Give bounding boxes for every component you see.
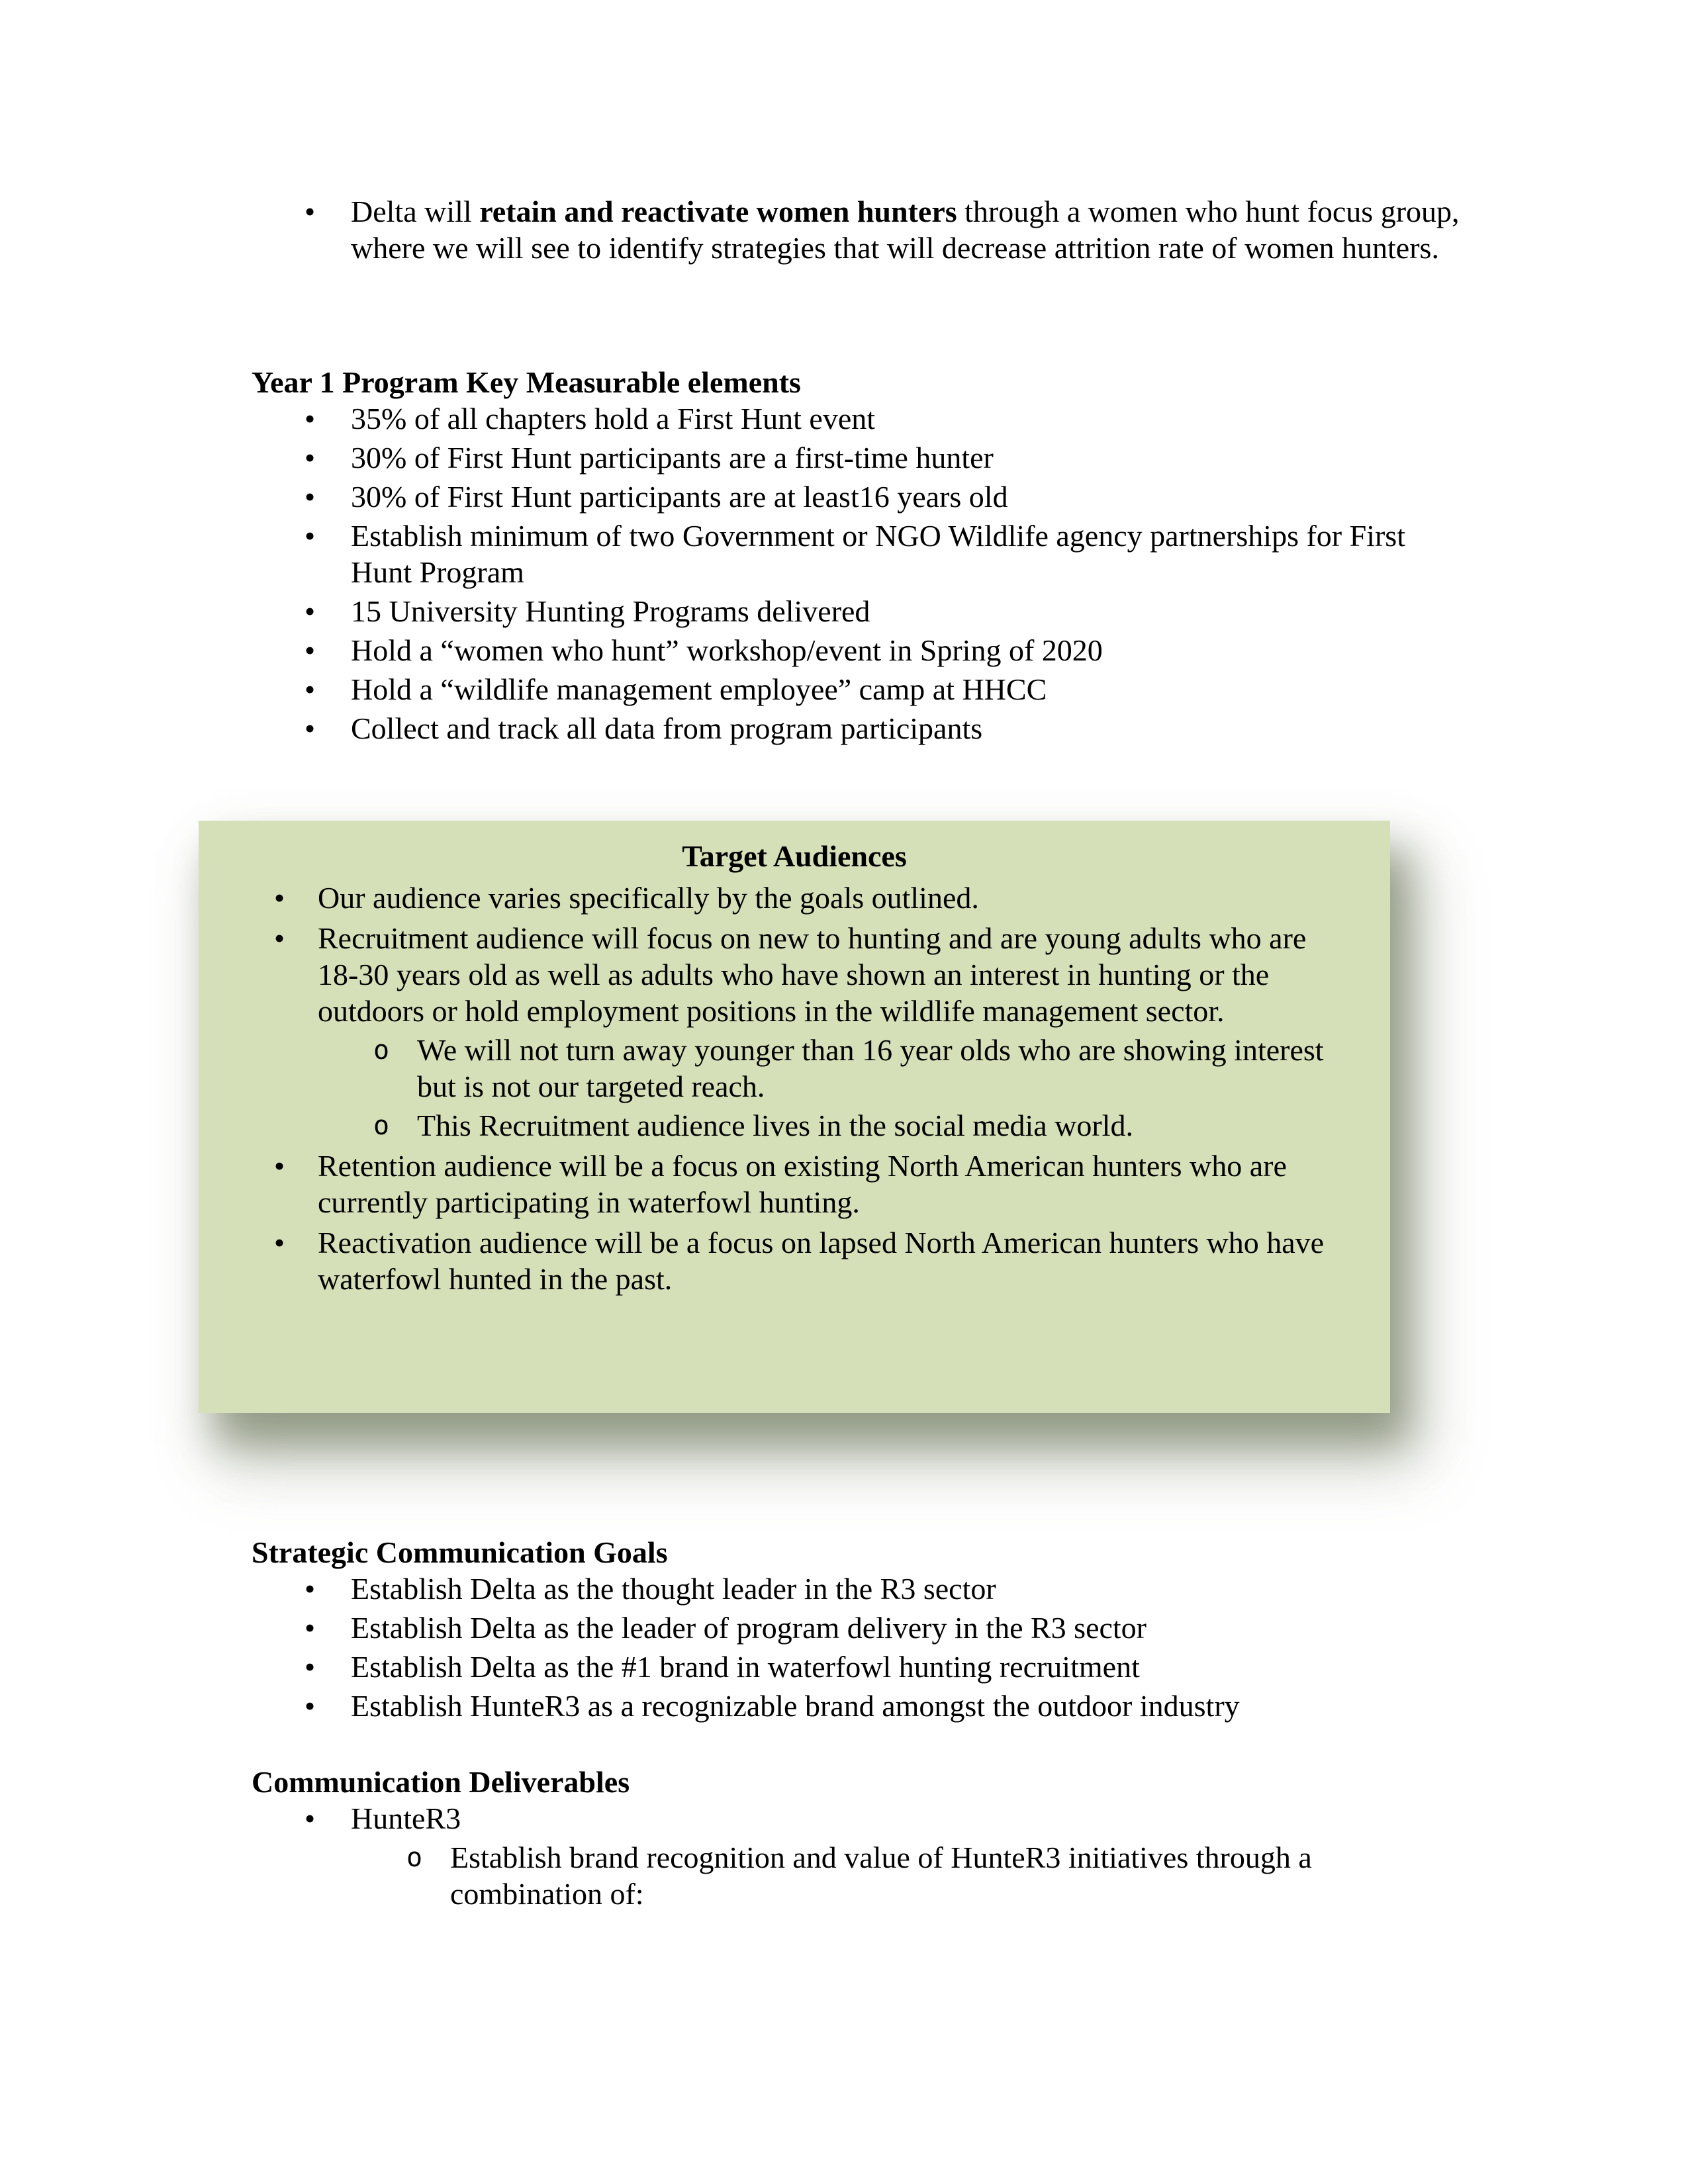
sub-list bbox=[351, 1839, 1470, 1912]
list-item-text: Recruitment audience will focus on new to hunting and are young adults who are 18-30 years old as well as adults who have shown an interest in hunting or the outdoors or hold employment positions in the wildlife management sector. bbox=[318, 921, 1307, 1028]
list-item: o Establish brand recognition and value of HunteR3 initiatives through a combination of: bbox=[450, 1839, 1470, 1912]
list-item-text: HunteR3 bbox=[351, 1801, 461, 1835]
intro-text-rest: through a women who hunt focus group, where we will see to identify strategies that will decrease attrition rate of women hunters. bbox=[351, 195, 1460, 265]
list-item: • 15 University Hunting Programs delivered bbox=[351, 593, 1470, 629]
list-item: • 30% of First Hunt participants are at least16 years old bbox=[351, 478, 1470, 515]
list-item bbox=[318, 920, 1337, 1144]
target-audiences-title: Target Audiences bbox=[682, 839, 907, 873]
year1-list bbox=[252, 400, 1470, 747]
intro-text-lead: Delta will bbox=[351, 195, 480, 228]
sub-list bbox=[318, 1032, 1337, 1144]
list-item: • Establish HunteR3 as a recognizable brand amongst the outdoor industry bbox=[351, 1688, 1470, 1724]
list-item: • Establish Delta as the leader of program delivery in the R3 sector bbox=[351, 1610, 1470, 1646]
list-item: • Establish Delta as the #1 brand in waterfowl hunting recruitment bbox=[351, 1649, 1470, 1685]
target-audiences-box bbox=[199, 821, 1390, 1413]
list-item: • 30% of First Hunt participants are a first-time hunter bbox=[351, 439, 1470, 476]
list-item: • Establish Delta as the thought leader in the R3 sector bbox=[351, 1570, 1470, 1607]
deliverables-heading: Communication Deliverables bbox=[252, 1765, 630, 1799]
list-item: • Hold a “women who hunt” workshop/event in Spring of 2020 bbox=[351, 632, 1470, 668]
list-item: • Establish minimum of two Government or NGO Wildlife agency partnerships for First Hunt Program bbox=[351, 518, 1470, 590]
list-item: • Collect and track all data from program participants bbox=[351, 710, 1470, 747]
strategic-goals-heading: Strategic Communication Goals bbox=[252, 1535, 668, 1569]
list-item: • 35% of all chapters hold a First Hunt event bbox=[351, 400, 1470, 437]
list-item: o This Recruitment audience lives in the social media world. bbox=[417, 1107, 1331, 1144]
list-item bbox=[351, 1800, 1470, 1912]
list-item: • Reactivation audience will be a focus on lapsed North American hunters who have waterfowl hunted in the past. bbox=[318, 1224, 1337, 1297]
deliverables-list bbox=[252, 1800, 1470, 1912]
intro-text-bold: retain and reactivate women hunters bbox=[479, 195, 957, 228]
list-item: • Retention audience will be a focus on existing North American hunters who are currently participating in waterfowl hunting. bbox=[318, 1148, 1337, 1220]
target-audiences-list bbox=[199, 880, 1337, 1297]
intro-list bbox=[252, 193, 1470, 266]
list-item: o We will not turn away younger than 16 year olds who are showing interest but is not our targeted reach. bbox=[417, 1032, 1331, 1105]
strategic-goals-list bbox=[252, 1570, 1470, 1724]
list-item: • Hold a “wildlife management employee” camp at HHCC bbox=[351, 671, 1470, 707]
year1-heading: Year 1 Program Key Measurable elements bbox=[252, 365, 801, 399]
list-item bbox=[351, 193, 1470, 266]
list-item: • Our audience varies specifically by the goals outlined. bbox=[318, 880, 1337, 916]
